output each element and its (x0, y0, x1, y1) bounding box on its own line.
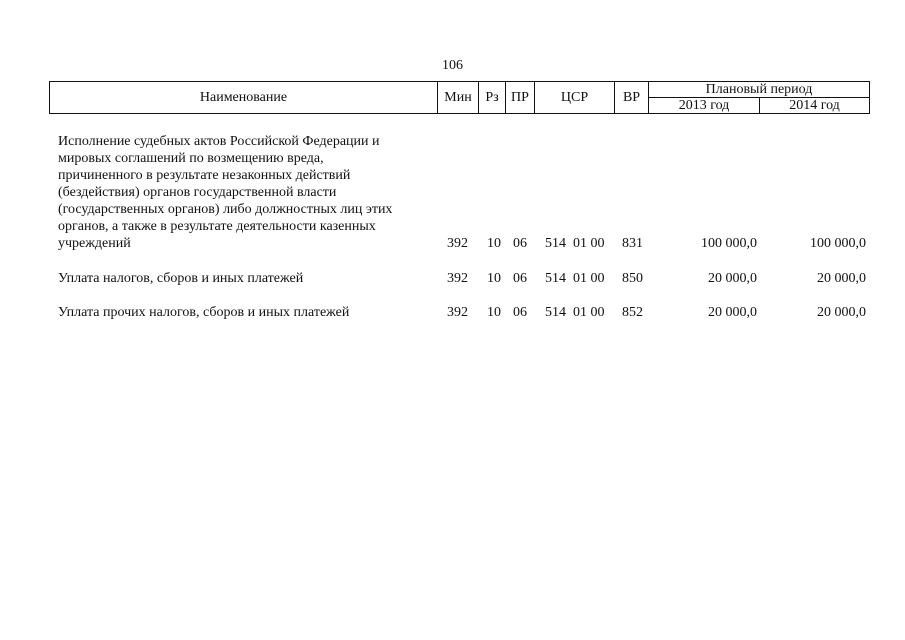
row-csr: 514 01 00 (545, 271, 605, 286)
row-rz: 10 (487, 305, 501, 320)
row-2014: 20 000,0 (817, 271, 866, 286)
header-min: Мин (438, 82, 479, 114)
header-year-2013: 2013 год (649, 98, 760, 114)
header-year-2014: 2014 год (760, 98, 870, 114)
row-pr: 06 (513, 236, 527, 251)
row-2013: 20 000,0 (708, 271, 757, 286)
row-name: Исполнение судебных актов Российской Федерации и мировых соглашений по возмещению вреда, причиненного в результате незаконных действий (бездействия) органов государственной власти (государственных органов) либо должностных лиц этих органов, а также в результате деятельности казенных учреждений (58, 134, 393, 251)
header-vr: ВР (615, 82, 649, 114)
header-name: Наименование (50, 82, 438, 114)
row-name: Уплата налогов, сборов и иных платежей (58, 271, 304, 286)
row-min: 392 (447, 305, 468, 320)
row-rz: 10 (487, 271, 501, 286)
row-2013: 20 000,0 (708, 305, 757, 320)
header-csr: ЦСР (535, 82, 615, 114)
row-vr: 852 (622, 305, 643, 320)
row-vr: 850 (622, 271, 643, 286)
row-2013: 100 000,0 (701, 236, 757, 251)
row-2014: 100 000,0 (810, 236, 866, 251)
row-csr: 514 01 00 (545, 236, 605, 251)
row-rz: 10 (487, 236, 501, 251)
row-name: Уплата прочих налогов, сборов и иных платежей (58, 305, 350, 320)
row-pr: 06 (513, 305, 527, 320)
row-min: 392 (447, 271, 468, 286)
row-min: 392 (447, 236, 468, 251)
row-2014: 20 000,0 (817, 305, 866, 320)
page-number: 106 (442, 58, 463, 73)
header-rz: Рз (479, 82, 506, 114)
row-pr: 06 (513, 271, 527, 286)
header-planned-period: Плановый период (649, 82, 870, 98)
header-pr: ПР (506, 82, 535, 114)
row-vr: 831 (622, 236, 643, 251)
row-csr: 514 01 00 (545, 305, 605, 320)
